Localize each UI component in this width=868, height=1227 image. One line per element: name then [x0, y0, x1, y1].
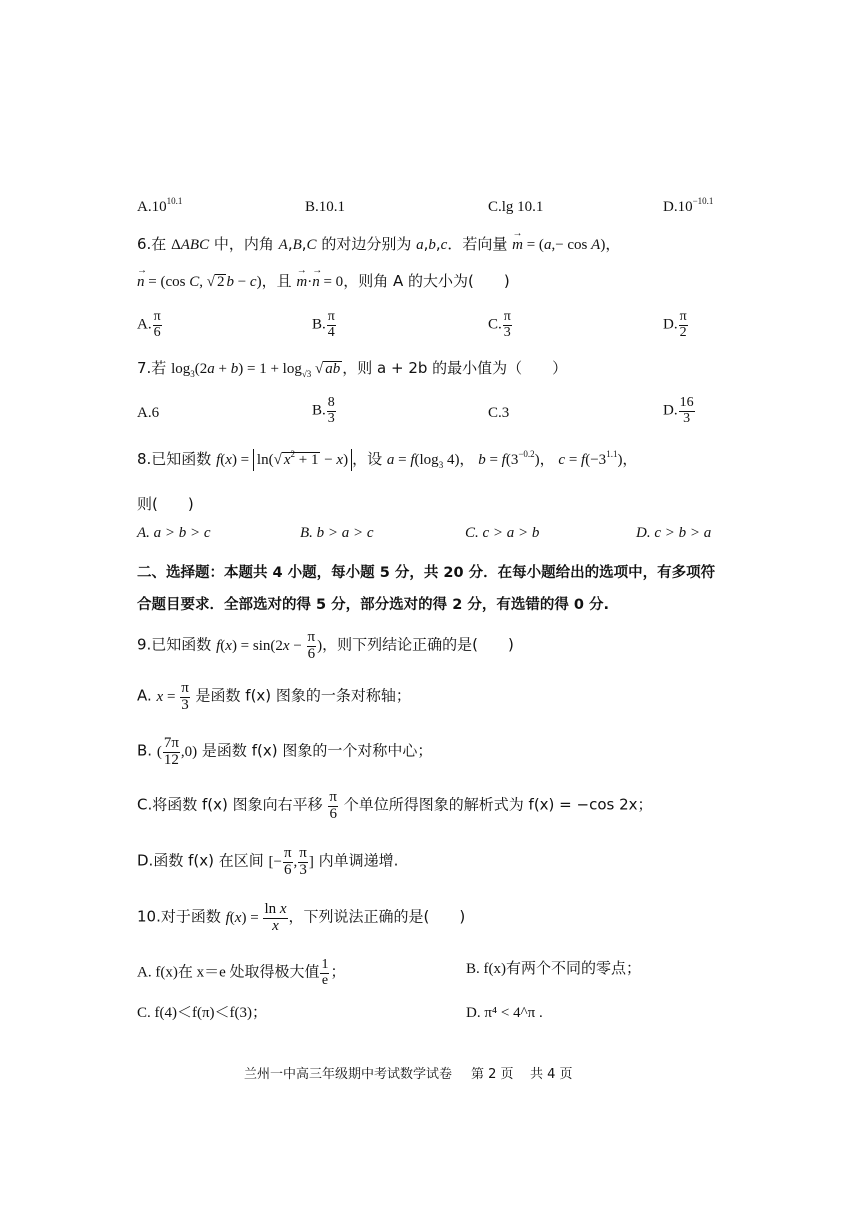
q5-option-a: $A.10^{10.1}$: [137, 196, 183, 215]
q8-then: 则( ): [137, 495, 194, 513]
q7-stem: 7.若 $\log_3(2a + b) = 1 + \log_{√3}$ √ ab ，则 a + 2b 的最小值为（ ）: [137, 359, 568, 379]
q6-stem-line2: → n = (cos C, √ 2 b − c)，且 → m·→ n = 0，则角 A 的大小为( ): [0, 268, 868, 298]
page-footer: [0, 1062, 868, 1092]
q8-option-a: A. a > b > c: [137, 525, 211, 541]
q7-option-b: B. $\frac{8}{3}$: [312, 395, 335, 426]
q8-options: [0, 522, 868, 552]
q9-option-c: C.将函数 f(x) 图象向右平移 $\frac{\pi}{6}$ 个单位所得图象的解析式为 f(x) = −cos 2x；: [137, 789, 653, 822]
q9-option-b: B. ( $\frac{7\pi}{12}$ ,0) 是函数 f(x) 图象的一个对称中心；: [137, 735, 433, 768]
q7-option-c: C.3: [488, 405, 510, 421]
q5-options: [0, 196, 868, 226]
q10-option-d: D. π⁴ < 4^π .: [466, 1005, 543, 1021]
footer-page: 第 2 页: [471, 1067, 514, 1082]
q8-option-b: B. b > a > c: [300, 525, 374, 541]
q10-option-a: A. f(x)在 x＝e 处取得极大值 $\frac{1}{e}$ ；: [137, 957, 346, 988]
q5-option-c: C.lg 10.1: [488, 199, 544, 215]
footer-school: 兰州一中高三年级期中考试数学试卷: [244, 1067, 453, 1082]
q5-option-b: B.10.1: [305, 199, 346, 215]
q9-stem: 9.已知函数 f(x) = sin(2x − $\frac{\pi}{6}$ )，则下列结论正确的是( ): [137, 629, 514, 662]
q10-options-ab: [0, 954, 868, 990]
q10-option-c: C. f(4)＜f(π)＜f(3)；: [137, 1005, 268, 1021]
q10-stem: 10.对于函数 f(x) = $\frac{\text{ln x}}{x}$ ，下列说法正确的是( ): [137, 901, 466, 934]
q6-options: [0, 310, 868, 346]
q6-stem-line1: 6.在 ΔABC 中，内角 A,B,C 的对边分别为 a,b,c．若向量 → m = (a,− cos A)，: [0, 231, 868, 261]
q6-option-d: D. $\frac{\pi}{2}$: [663, 309, 687, 340]
q7-options: [0, 396, 868, 432]
q6-option-a: A. $\frac{\pi}{6}$: [137, 309, 161, 340]
q9-option-a: A. x = $\frac{\pi}{3}$ 是函数 f(x) 图象的一条对称轴；: [137, 680, 411, 713]
q9-option-d: D.函数 f(x) 在区间 [− $\frac{\pi}{6}$ , $\frac{\pi}{3}$ ] 内单调递增.: [137, 845, 399, 878]
q6-option-b: B. $\frac{\pi}{4}$: [312, 309, 335, 340]
q8-option-c: C. c > a > b: [465, 525, 540, 541]
q8-stem: 8.已知函数 f(x) = ln(√ $x^2 + 1 - x$) ，设 $a = f(\log_3$ 4)， $b = f(3^{-0.2})$， $c = f(-3^{1.1})$，: [137, 449, 638, 470]
section2-heading-line2: 合题目要求．全部选对的得 5 分，部分选对的得 2 分，有选错的得 0 分.: [137, 597, 610, 613]
footer-total: 共 4 页: [530, 1067, 573, 1082]
q5-option-d: $D.10^{-10.1}$: [663, 196, 714, 215]
q10-option-b: B. f(x)有两个不同的零点；: [466, 961, 641, 977]
section2-heading: 二、选择题：本题共 4 小题，每小题 5 分，共 20 分．在每小题给出的选项中，有多项符: [137, 565, 716, 581]
q10-options-cd: [0, 1000, 868, 1030]
q7-option-a: A.6: [137, 405, 160, 421]
q6-option-c: C. $\frac{\pi}{3}$: [488, 309, 511, 340]
q8-option-d: D. c > b > a: [636, 525, 712, 541]
q7-option-d: D. $\frac{16}{3}$: [663, 395, 694, 426]
